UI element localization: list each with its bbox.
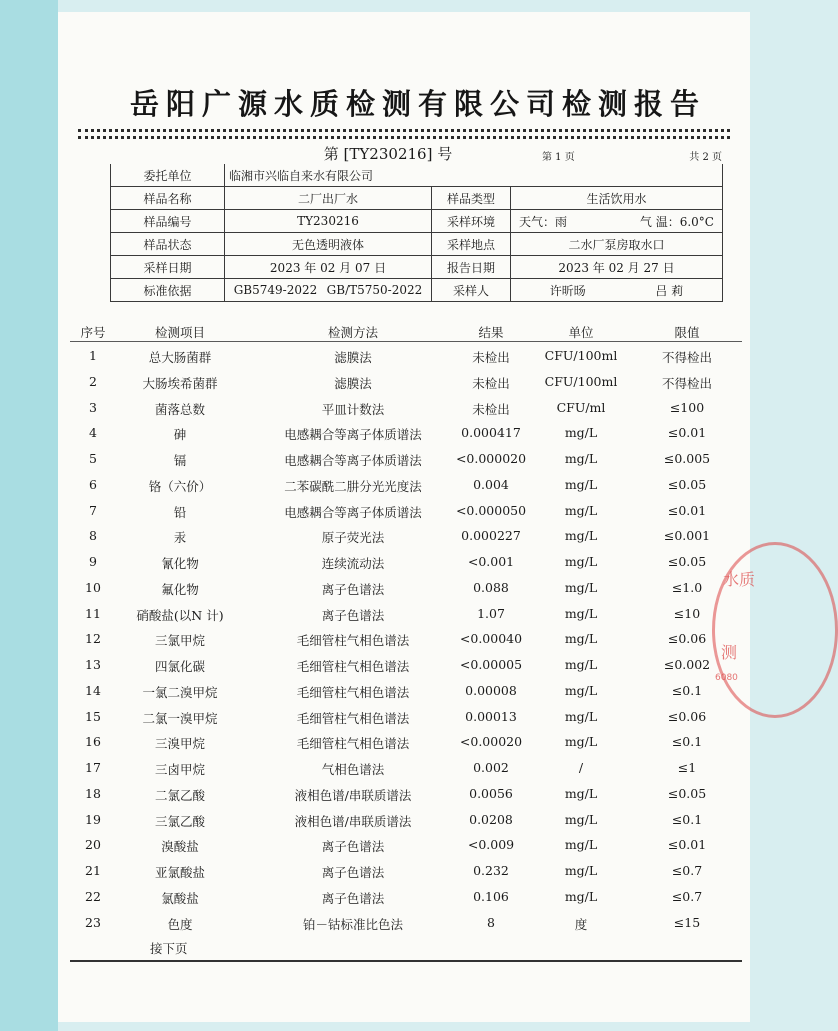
row-no: 22: [85, 888, 101, 904]
row-result: 0.000227: [461, 528, 521, 544]
stamp-text-3: 6080: [715, 673, 738, 683]
report-date-label: 报告日期: [432, 256, 511, 279]
row-limit: ≤1: [677, 760, 697, 775]
row-no: 23: [85, 914, 101, 930]
sampling-date-value: 2023 年 02 月 07 日: [225, 256, 432, 279]
row-limit: ≤0.01: [667, 837, 707, 853]
row-limit: ≤0.1: [671, 682, 703, 698]
row-item: 铬（六价）: [148, 478, 212, 494]
row-unit: 度: [574, 916, 588, 932]
row-no: 4: [89, 425, 97, 441]
env-value: [511, 210, 723, 233]
table-row: [72, 709, 742, 727]
row-unit: /: [578, 760, 584, 775]
row-unit: mg/L: [564, 657, 598, 672]
row-result: 0.004: [473, 476, 509, 492]
row-unit: mg/L: [564, 682, 598, 698]
row-no: 14: [85, 682, 101, 698]
row-result: 0.00013: [465, 708, 517, 724]
row-unit: mg/L: [564, 451, 598, 466]
table-row: [72, 528, 742, 546]
col-unit-header: 单位: [568, 325, 594, 340]
row-result: <0.00005: [459, 657, 523, 672]
row-result: 未检出: [472, 350, 510, 365]
row-result: <0.001: [467, 554, 515, 569]
row-limit: 不得检出: [661, 350, 712, 365]
row-no: 9: [89, 554, 97, 569]
stamp-text-2: 测: [721, 643, 738, 662]
table-row: [72, 554, 742, 572]
row-limit: ≤0.01: [667, 502, 707, 518]
row-item: 硝酸盐(以N 计): [136, 607, 224, 623]
sample-type-value: 生活饮用水: [511, 187, 723, 210]
row-limit: 不得检出: [661, 375, 712, 391]
report-title: 岳阳广源水质检测有限公司检测报告: [129, 87, 706, 121]
row-method: 毛细管柱气相色谱法: [296, 633, 410, 649]
sampler-2: 吕 莉: [655, 283, 684, 298]
sampler-label: 采样人: [432, 279, 511, 302]
row-no: 10: [85, 579, 101, 595]
row-result: <0.00040: [459, 631, 523, 647]
row-unit: mg/L: [564, 734, 598, 750]
row-no: 16: [85, 734, 101, 750]
row-no: 1: [89, 348, 97, 363]
row-method: 毛细管柱气相色谱法: [296, 710, 410, 726]
row-item: 一氯二溴甲烷: [142, 684, 218, 700]
row-method: 气相色谱法: [321, 762, 385, 777]
row-item: 铅: [173, 504, 187, 520]
row-item: 二氯乙酸: [154, 787, 205, 803]
table-row: [72, 503, 742, 521]
row-no: 8: [89, 528, 97, 544]
row-no: 19: [85, 811, 101, 827]
sampler-1: 许昕旸: [549, 283, 586, 298]
row-limit: ≤0.06: [667, 708, 707, 724]
row-unit: mg/L: [564, 863, 598, 878]
row-limit: ≤0.05: [667, 785, 707, 801]
row-unit: mg/L: [564, 785, 598, 801]
env-label: 采样环境: [432, 210, 511, 233]
row-item: 三溴甲烷: [154, 736, 205, 752]
table-row: [72, 400, 742, 418]
row-result: 0.088: [473, 579, 509, 595]
row-limit: ≤1.0: [671, 579, 703, 595]
sample-no-value: TY230216: [225, 210, 432, 233]
row-limit: ≤0.01: [667, 425, 707, 441]
row-limit: ≤0.1: [671, 811, 703, 827]
row-result: <0.000050: [455, 502, 527, 518]
site-label: 采样地点: [432, 233, 511, 256]
row-result: <0.000020: [455, 451, 527, 466]
row-no: 6: [89, 476, 97, 492]
state-value: 无色透明液体: [225, 233, 432, 256]
row-limit: ≤0.7: [671, 888, 703, 904]
row-no: 17: [85, 760, 101, 775]
col-item-header: 检测项目: [154, 325, 205, 340]
row-method: 原子荧光法: [321, 530, 385, 546]
row-unit: mg/L: [564, 888, 598, 904]
row-item: 总大肠菌群: [148, 350, 212, 365]
row-method: 电感耦合等离子体质谱法: [284, 427, 422, 443]
row-unit: CFU/100ml: [544, 348, 618, 363]
row-limit: ≤0.06: [667, 631, 707, 647]
row-unit: mg/L: [564, 605, 598, 621]
standard-1: GB5749-2022: [233, 283, 318, 297]
dotted-divider-bottom: [78, 136, 730, 139]
row-method: 平皿计数法: [321, 401, 385, 417]
table-row: [72, 786, 742, 804]
row-method: 铂－钴标准比色法: [302, 916, 403, 932]
standard-value: [225, 279, 432, 302]
row-no: 20: [85, 837, 101, 853]
row-method: 毛细管柱气相色谱法: [296, 684, 410, 700]
row-limit: ≤15: [673, 914, 701, 930]
row-no: 7: [89, 502, 97, 518]
row-limit: ≤0.001: [663, 528, 711, 544]
row-item: 汞: [173, 530, 187, 546]
row-unit: CFU/ml: [556, 399, 606, 415]
row-item: 氟化物: [161, 581, 199, 597]
row-method: 离子色谱法: [321, 839, 385, 855]
row-unit: mg/L: [564, 579, 598, 595]
row-item: 二氯一溴甲烷: [142, 710, 218, 726]
row-result: 8: [487, 914, 495, 930]
col-no-header: 序号: [80, 325, 106, 340]
table-row: [72, 812, 742, 830]
bottom-rule: [70, 960, 742, 962]
table-row: [72, 374, 742, 392]
state-label: 样品状态: [111, 233, 225, 256]
row-result: <0.00020: [459, 734, 523, 750]
row-result: 0.0056: [469, 785, 513, 801]
row-unit: mg/L: [564, 554, 598, 569]
row-item: 亚氯酸盐: [154, 865, 205, 880]
col-result-header: 结果: [478, 325, 504, 340]
row-no: 3: [89, 399, 97, 415]
row-no: 21: [85, 863, 101, 878]
table-row: [72, 631, 742, 649]
row-method: 液相色谱/串联质谱法: [294, 787, 412, 803]
row-no: 18: [85, 785, 101, 801]
row-limit: ≤0.05: [667, 476, 707, 492]
row-unit: mg/L: [564, 476, 598, 492]
table-row: [72, 606, 742, 624]
row-limit: ≤0.1: [671, 734, 703, 750]
row-item: 镉: [173, 453, 187, 468]
report-page: [58, 12, 750, 1022]
row-method: 连续流动法: [321, 556, 385, 571]
row-unit: mg/L: [564, 837, 598, 853]
row-result: 0.106: [473, 888, 509, 904]
row-item: 砷: [173, 427, 187, 443]
row-no: 12: [85, 631, 101, 647]
row-limit: ≤0.005: [663, 451, 711, 466]
row-method: 离子色谱法: [321, 607, 385, 623]
row-result: 0.00008: [465, 682, 517, 698]
row-method: 毛细管柱气相色谱法: [296, 736, 410, 752]
page-current: 第 1 页: [542, 152, 575, 163]
stamp-text-1: 水质: [723, 570, 756, 589]
row-unit: mg/L: [564, 708, 598, 724]
sample-info-table: [110, 164, 723, 302]
table-row: [72, 915, 742, 933]
row-result: 未检出: [472, 375, 510, 391]
row-item: 三氯甲烷: [154, 633, 205, 649]
row-unit: mg/L: [564, 528, 598, 544]
row-item: 溴酸盐: [161, 839, 199, 855]
row-result: <0.009: [467, 837, 515, 853]
row-method: 滤膜法: [334, 350, 372, 365]
row-method: 离子色谱法: [321, 581, 385, 597]
page-total: 共 2 页: [689, 152, 722, 163]
table-row: [72, 863, 742, 881]
row-result: 未检出: [472, 401, 510, 417]
row-method: 离子色谱法: [321, 865, 385, 880]
table-row: [72, 580, 742, 598]
table-row: [72, 425, 742, 443]
col-limit-header: 限值: [674, 325, 700, 340]
row-unit: mg/L: [564, 811, 598, 827]
col-method-header: 检测方法: [327, 325, 378, 340]
row-result: 0.000417: [461, 425, 521, 441]
sample-no-label: 样品编号: [111, 210, 225, 233]
table-row: [72, 837, 742, 855]
results-header-row: [72, 323, 742, 339]
table-row: [72, 889, 742, 907]
sample-name-label: 样品名称: [111, 187, 225, 210]
row-method: 电感耦合等离子体质谱法: [284, 504, 422, 520]
sampler-value: [511, 279, 723, 302]
row-item: 四氯化碳: [154, 659, 205, 674]
row-result: 0.232: [473, 863, 509, 878]
row-no: 11: [85, 605, 101, 621]
table-row: [72, 477, 742, 495]
row-item: 三氯乙酸: [154, 813, 205, 829]
row-item: 氯酸盐: [161, 890, 199, 906]
sample-name-value: 二厂出厂水: [225, 187, 432, 210]
report-date-value: 2023 年 02 月 27 日: [511, 256, 723, 279]
row-no: 13: [85, 657, 101, 672]
row-item: 色度: [167, 916, 193, 932]
row-no: 5: [89, 451, 97, 466]
scanner-edge-stripe: [0, 0, 58, 1031]
table-row: [72, 734, 742, 752]
row-result: 1.07: [477, 605, 505, 621]
row-limit: ≤10: [673, 605, 701, 621]
table-row: [72, 657, 742, 675]
table-row: [72, 683, 742, 701]
row-result: 0.0208: [469, 811, 513, 827]
standard-2: GB/T5750-2022: [326, 283, 423, 297]
row-unit: mg/L: [564, 631, 598, 647]
row-item: 菌落总数: [154, 401, 205, 417]
red-seal-stamp: [712, 542, 838, 718]
table-row: [72, 451, 742, 469]
row-method: 二苯碳酰二肼分光光度法: [284, 478, 422, 494]
row-method: 电感耦合等离子体质谱法: [284, 453, 422, 468]
client-value: 临湘市兴临自来水有限公司: [225, 164, 723, 187]
row-method: 液相色谱/串联质谱法: [294, 813, 412, 829]
row-unit: mg/L: [564, 425, 598, 441]
row-method: 毛细管柱气相色谱法: [296, 659, 410, 674]
temperature-value: 气 温：6.0°C: [639, 214, 714, 229]
table-row: [72, 760, 742, 778]
header-divider: [70, 341, 742, 342]
row-result: 0.002: [473, 760, 509, 775]
row-item: 大肠埃希菌群: [142, 375, 218, 391]
sampling-date-label: 采样日期: [111, 256, 225, 279]
site-value: 二水厂泵房取水口: [511, 233, 723, 256]
row-unit: mg/L: [564, 502, 598, 518]
standard-label: 标准依据: [111, 279, 225, 302]
row-no: 15: [85, 708, 101, 724]
weather-value: 天气：雨: [519, 214, 568, 229]
table-row: [72, 348, 742, 366]
row-item: 氰化物: [161, 556, 199, 571]
page-indicator: [542, 148, 722, 163]
dotted-divider-top: [78, 129, 730, 132]
client-label: 委托单位: [111, 164, 225, 187]
row-limit: ≤100: [669, 399, 705, 415]
row-limit: ≤0.7: [671, 863, 703, 878]
continued-next-page: 接下页: [150, 941, 188, 956]
row-item: 三卤甲烷: [154, 762, 205, 777]
report-number: 第 [TY230216] 号: [323, 145, 453, 163]
row-unit: CFU/100ml: [544, 373, 618, 389]
row-limit: ≤0.002: [663, 657, 711, 672]
row-limit: ≤0.05: [667, 554, 707, 569]
row-method: 滤膜法: [334, 375, 372, 391]
row-method: 离子色谱法: [321, 890, 385, 906]
sample-type-label: 样品类型: [432, 187, 511, 210]
row-no: 2: [89, 373, 97, 389]
